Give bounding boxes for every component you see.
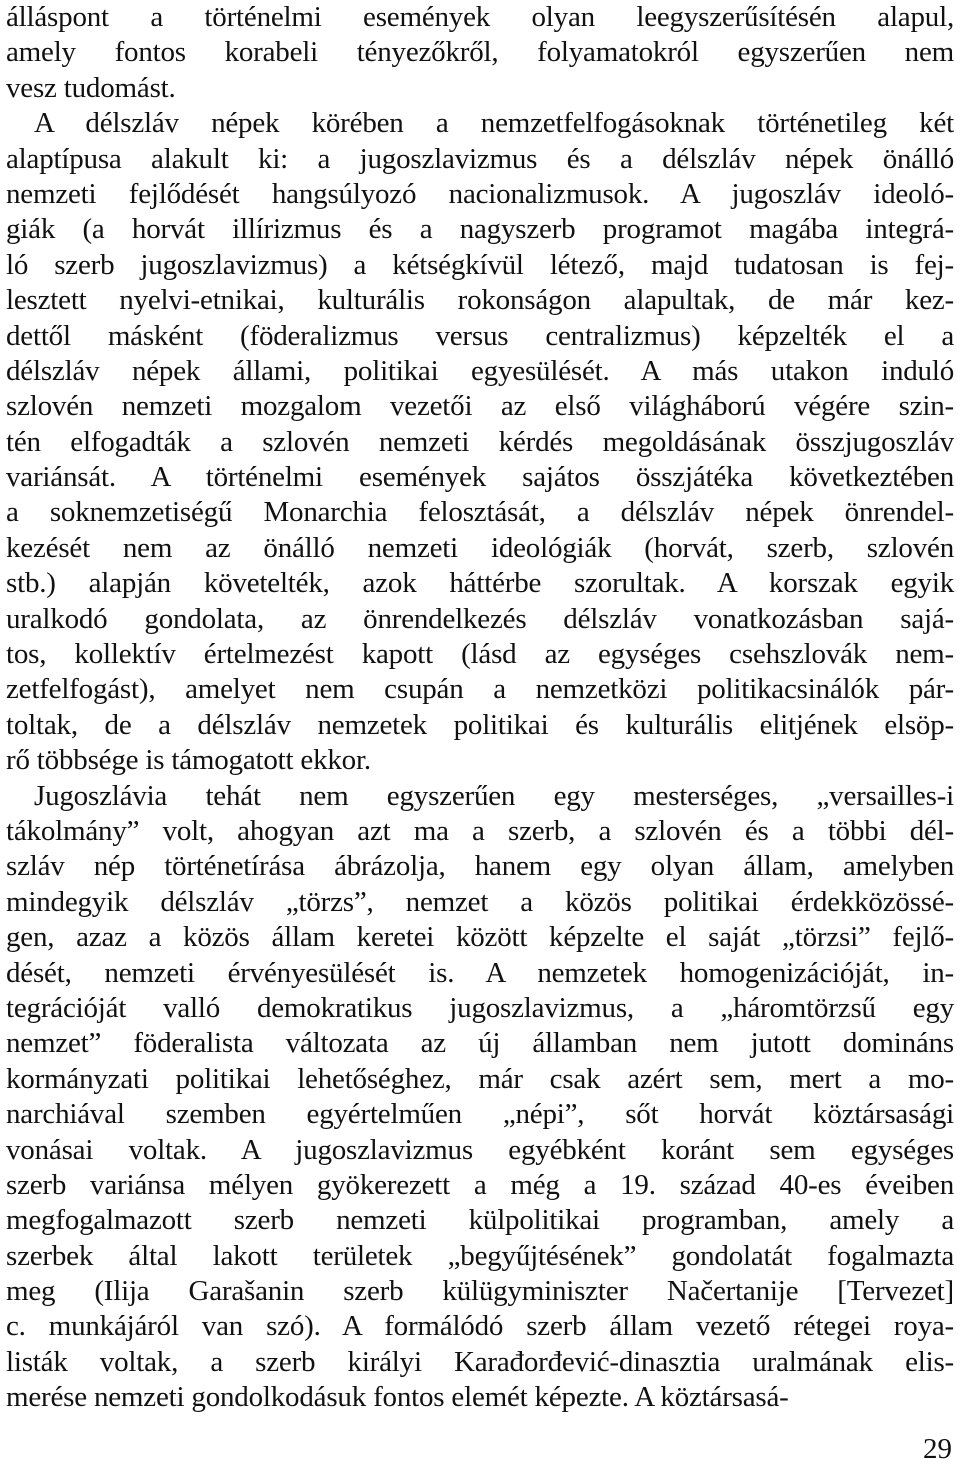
page-number: 29	[923, 1433, 952, 1465]
text-line: alaptípusa alakult ki: a jugoszlavizmus és a délszláv népek önálló	[6, 142, 954, 175]
text-line: tegrációját valló demokratikus jugoszlavizmus, a „háromtörzsű egy	[6, 991, 954, 1024]
text-line: giák (a horvát illírizmus és a nagyszerb programot magába integrá-	[6, 213, 954, 246]
text-line: tos, kollektív értelmezést kapott (lásd az egységes csehszlovák nem-	[6, 638, 954, 671]
text-line: álláspont a történelmi események olyan leegyszerűsítésén alapul,	[6, 1, 954, 33]
text-line: c. munkájáról van szó). A formálódó szerb állam vezető rétegei roya-	[6, 1310, 954, 1343]
text-line: listák voltak, a szerb királyi Karađorđević-dinasztia uralmának elis-	[6, 1345, 954, 1378]
text-line: gen, azaz a közös állam keretei között képzelte el saját „törzsi” fejlő-	[6, 921, 954, 954]
text-line: stb.) alapján követelték, azok háttérbe szorultak. A korszak egyik	[6, 567, 954, 600]
text-line: narchiával szemben egyértelműen „népi”, sőt horvát köztársasági	[6, 1098, 954, 1131]
text-line: délszláv népek állami, politikai egyesülését. A más utakon induló	[6, 354, 954, 387]
text-line: a soknemzetiségű Monarchia felosztását, a délszláv népek önrendel-	[6, 496, 954, 529]
text-line: toltak, de a délszláv nemzetek politikai és kulturális elitjének elsöp-	[6, 708, 954, 741]
text-line: Jugoszlávia tehát nem egyszerűen egy mesterséges, „versailles-i	[34, 779, 954, 812]
text-line: nemzeti fejlődését hangsúlyozó nacionalizmusok. A jugoszláv ideoló-	[6, 177, 954, 210]
text-line: nemzet” föderalista változata az új államban nem jutott domináns	[6, 1027, 954, 1060]
text-line: rő többsége is támogatott ekkor.	[6, 744, 371, 777]
text-line: szláv nép történetírása ábrázolja, hanem egy olyan állam, amelyben	[6, 850, 954, 883]
text-line: szerb variánsa mélyen gyökerezett a még a 19. század 40-es éveiben	[6, 1168, 954, 1201]
text-line: kezését nem az önálló nemzeti ideológiák (horvát, szerb, szlovén	[6, 531, 954, 564]
text-line: dését, nemzeti érvényesülését is. A nemzetek homogenizációját, in-	[6, 956, 954, 989]
text-line: lesztett nyelvi-etnikai, kulturális rokonságon alapultak, de már kez-	[6, 284, 954, 317]
text-line: mindegyik délszláv „törzs”, nemzet a közös politikai érdekközössé-	[6, 885, 954, 918]
text-line: variánsát. A történelmi események sajátos összjátéka következtében	[6, 461, 954, 494]
text-line: amely fontos korabeli tényezőkről, folyamatokról egyszerűen nem	[6, 36, 954, 69]
text-line: merése nemzeti gondolkodásuk fontos elemét képezte. A köztársasá-	[6, 1381, 789, 1414]
text-line: tén elfogadták a szlovén nemzeti kérdés megoldásának összjugoszláv	[6, 425, 954, 458]
text-line: megfogalmazott szerb nemzeti külpolitikai programban, amely a	[6, 1204, 954, 1237]
text-line: zetfelfogást), amelyet nem csupán a nemzetközi politikacsinálók pár-	[6, 673, 954, 706]
text-line: szerbek által lakott területek „begyűjtésének” gondolatát fogalmazta	[6, 1239, 954, 1272]
text-line: ló szerb jugoszlavizmus) a kétségkívül létező, majd tudatosan is fej-	[6, 248, 954, 281]
text-line: uralkodó gondolata, az önrendelkezés délszláv vonatkozásban sajá-	[6, 602, 954, 635]
text-line: A délszláv népek körében a nemzetfelfogásoknak történetileg két	[34, 107, 954, 140]
text-line: dettől másként (föderalizmus versus centralizmus) képzelték el a	[6, 319, 954, 352]
text-line: szlovén nemzeti mozgalom vezetői az első világháború végére szin-	[6, 390, 954, 423]
body-text	[6, 0, 954, 1416]
text-line: vonásai voltak. A jugoszlavizmus egyébként koránt sem egységes	[6, 1133, 954, 1166]
text-line: meg (Ilija Garašanin szerb külügyminiszter Načertanije [Tervezet]	[6, 1275, 954, 1308]
text-line: vesz tudomást.	[6, 71, 176, 104]
text-line: kormányzati politikai lehetőséghez, már csak azért sem, mert a mo-	[6, 1062, 954, 1095]
text-line: tákolmány” volt, ahogyan azt ma a szerb, a szlovén és a többi dél-	[6, 814, 954, 847]
